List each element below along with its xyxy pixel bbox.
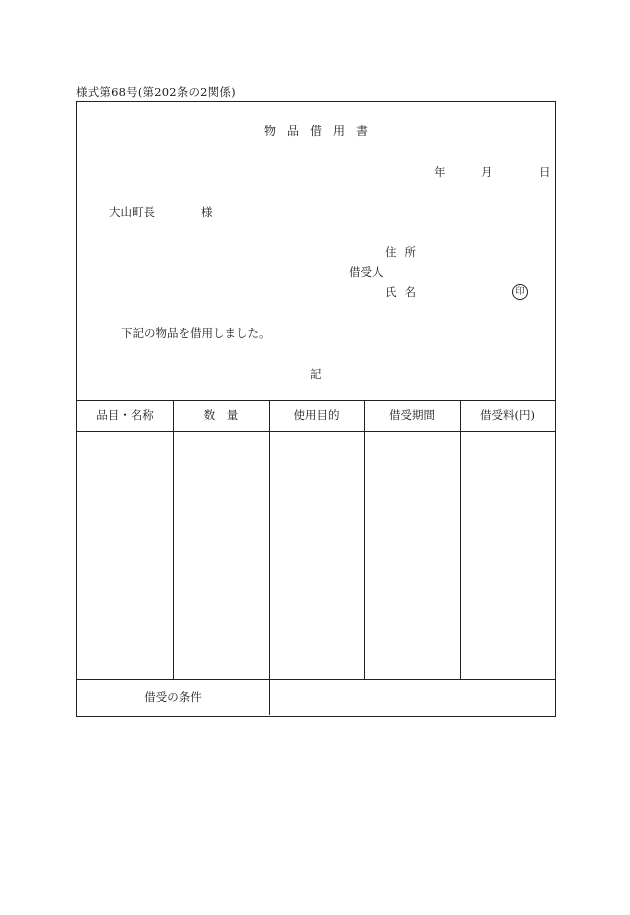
conditions-label: 借受の条件 [144, 690, 202, 704]
column-divider [460, 400, 461, 679]
date-day-label: 日 [539, 165, 551, 179]
address-label: 住所 [385, 245, 424, 259]
date-year-label: 年 [434, 165, 446, 179]
ki-heading: 記 [310, 367, 322, 381]
column-header-loan-fee: 借受料(円) [480, 408, 535, 422]
form-number: 様式第68号(第202条の2関係) [76, 85, 236, 99]
conditions-field[interactable] [269, 679, 555, 715]
form-title: 物品借用書 [263, 124, 379, 138]
column-header-loan-period: 借受期間 [389, 408, 435, 422]
table-header-rule [77, 431, 555, 432]
addressee-name: 大山町長 [109, 205, 155, 219]
column-header-purpose: 使用目的 [293, 408, 340, 422]
seal-mark: 印 [512, 284, 528, 300]
loan-form [76, 101, 556, 717]
column-divider [364, 400, 365, 679]
column-divider [269, 400, 270, 715]
addressee-honorific: 様 [201, 205, 213, 219]
borrower-label: 借受人 [349, 265, 384, 279]
date-month-label: 月 [481, 165, 493, 179]
column-header-quantity: 数 量 [203, 408, 239, 422]
column-header-item-name: 品目・名称 [96, 408, 154, 422]
statement-text: 下記の物品を借用しました。 [121, 326, 271, 340]
name-label: 氏名 [385, 285, 424, 299]
column-divider [173, 400, 174, 679]
